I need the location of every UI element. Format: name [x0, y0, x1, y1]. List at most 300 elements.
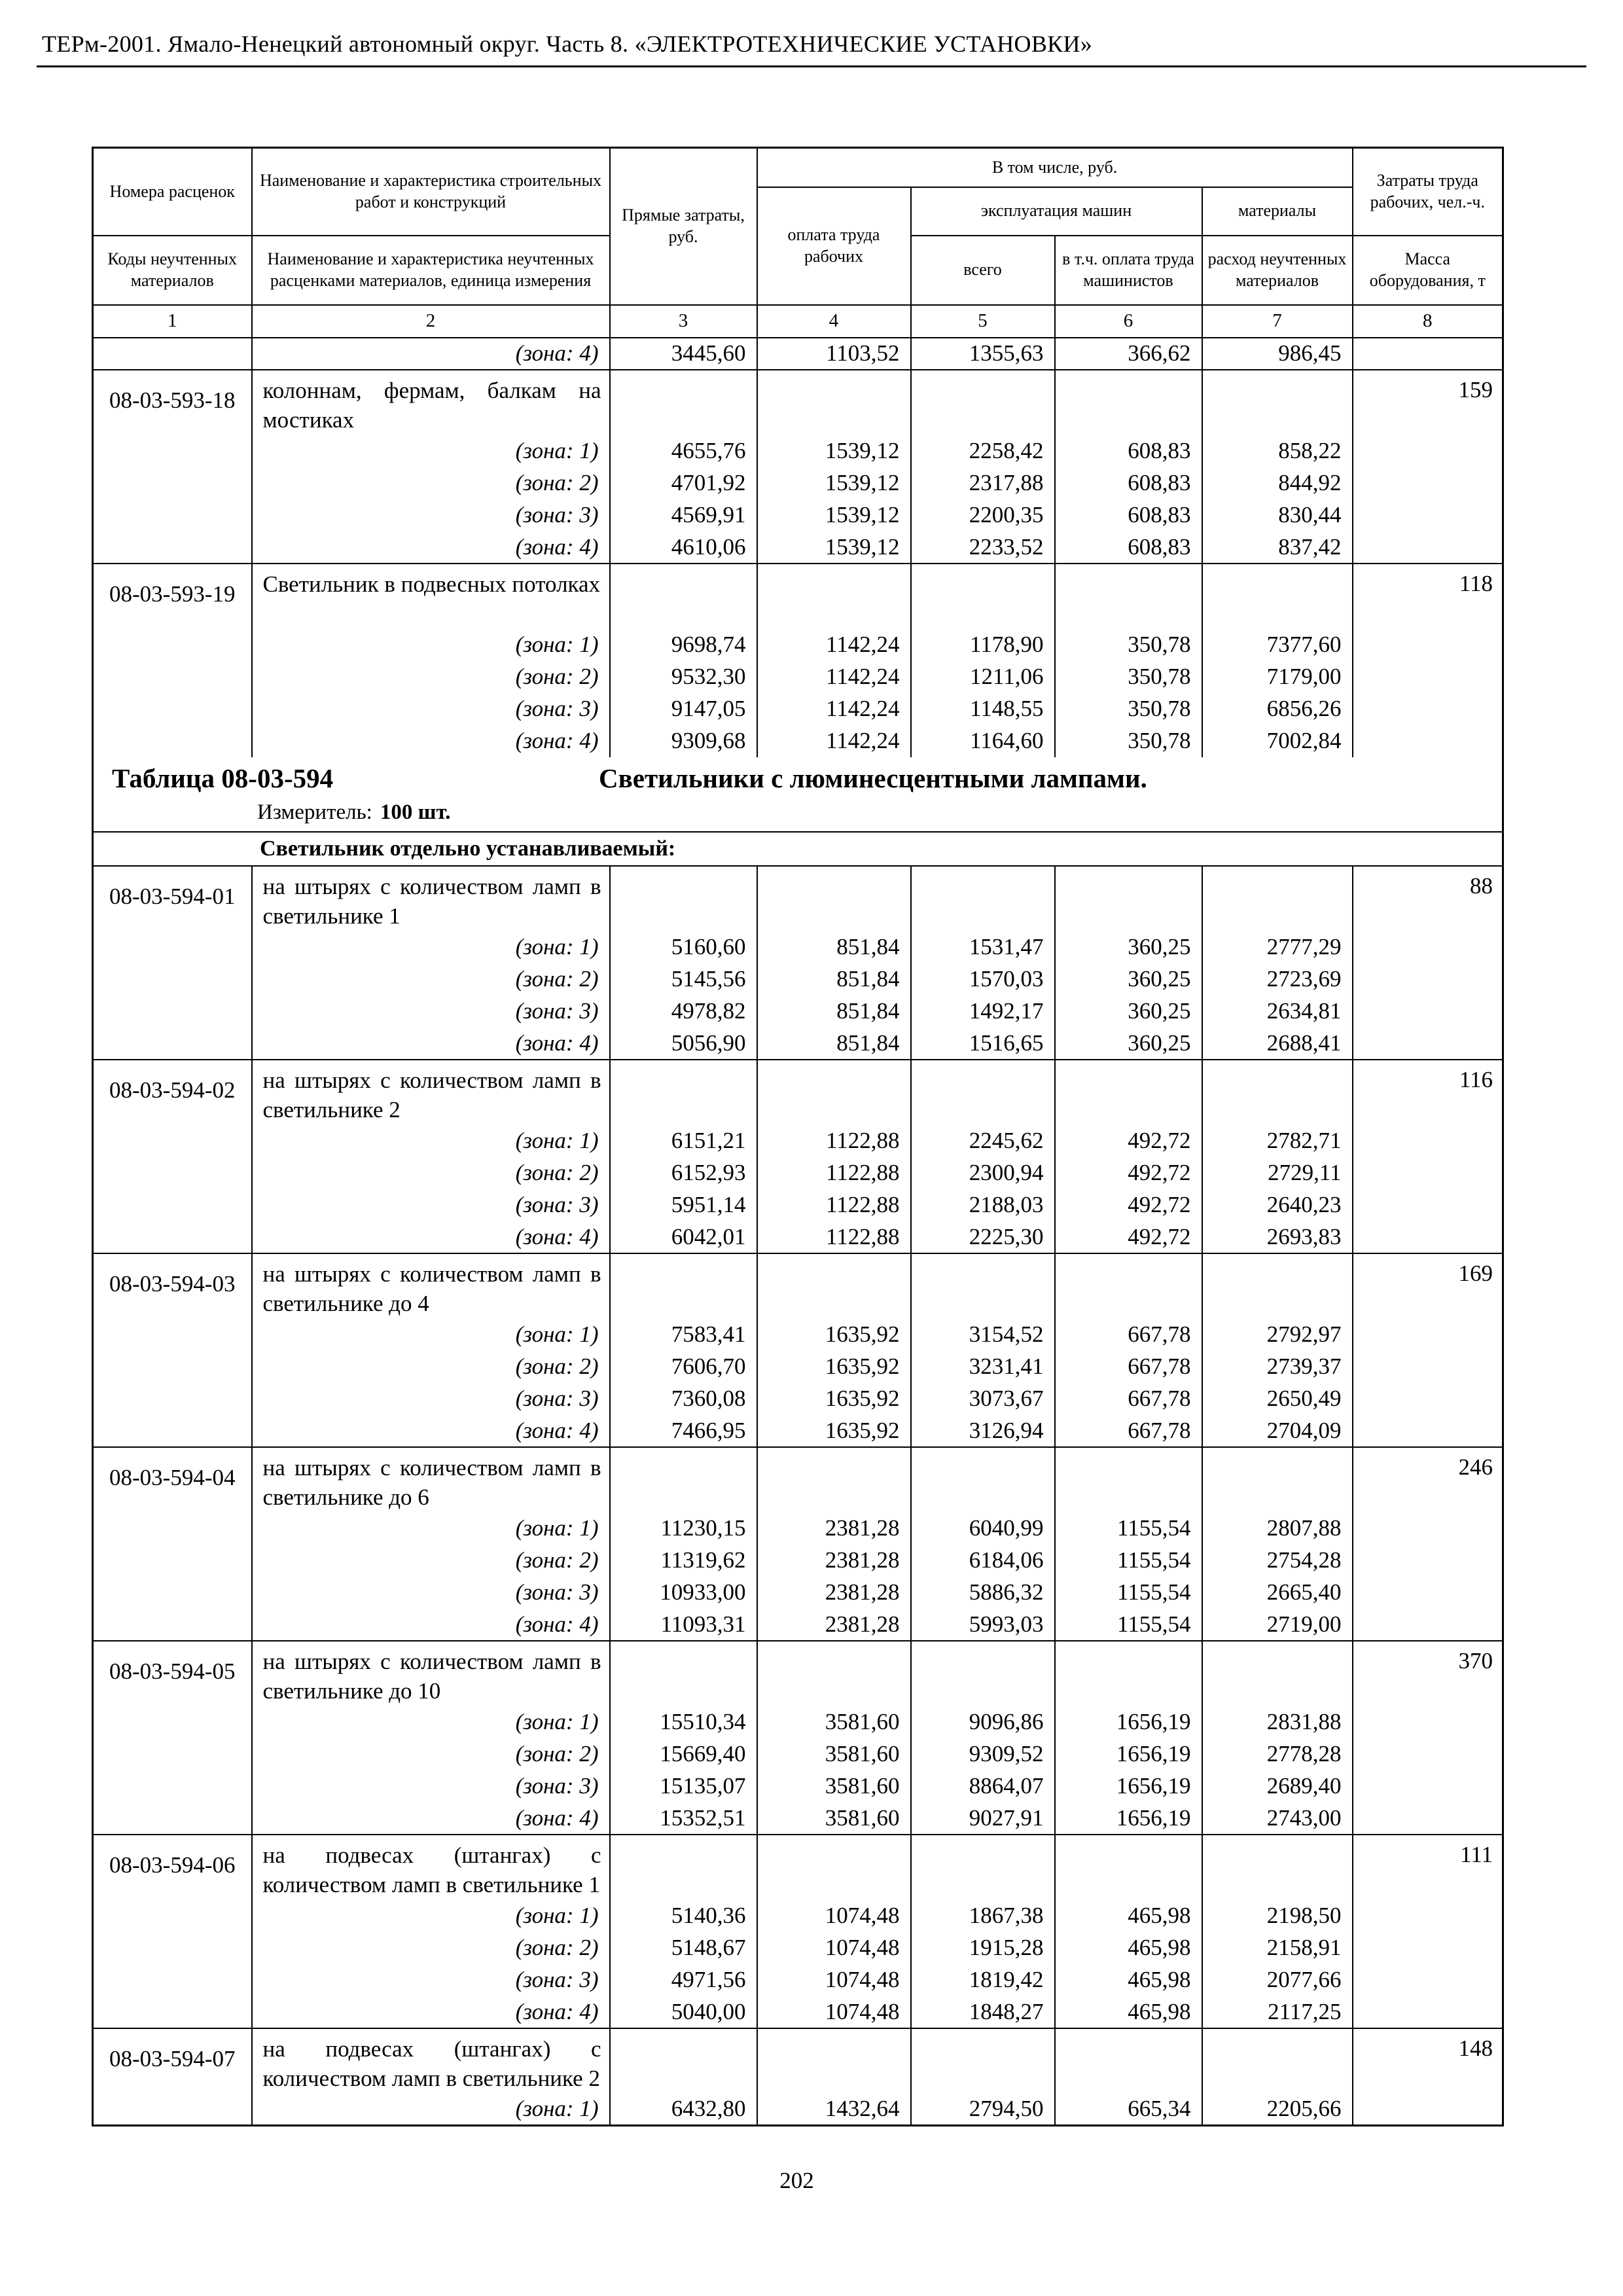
zone-label: (зона: 1) [252, 931, 610, 963]
value-cell: 1103,52 [757, 338, 911, 370]
value-cell: 2688,41 [1202, 1028, 1353, 1060]
header-divider [37, 65, 1586, 67]
value-cell: 2743,00 [1202, 1803, 1353, 1835]
header-materials-consumption: расход неучтенных материалов [1202, 236, 1353, 305]
value-cell: 3154,52 [911, 1319, 1055, 1351]
empty-value-cell [911, 1447, 1055, 1513]
empty-value-cell [610, 564, 757, 629]
measure-row [93, 800, 1503, 832]
empty-code-cell [93, 1415, 252, 1447]
empty-labor-cell [1353, 435, 1503, 467]
value-cell: 5951,14 [610, 1189, 757, 1221]
zone-row [93, 1383, 1503, 1415]
empty-labor-cell [1353, 1125, 1503, 1157]
empty-labor-cell [1353, 1609, 1503, 1641]
empty-code-cell [93, 1706, 252, 1738]
empty-labor-cell [1353, 629, 1503, 661]
zone-label: (зона: 4) [252, 1996, 610, 2028]
empty-value-cell [1055, 370, 1202, 435]
value-cell: 1848,27 [911, 1996, 1055, 2028]
empty-code-cell [93, 1028, 252, 1060]
value-cell: 9096,86 [911, 1706, 1055, 1738]
zone-label: (зона: 4) [252, 1609, 610, 1641]
empty-value-cell [610, 1835, 757, 1900]
empty-value-cell [1055, 866, 1202, 931]
value-cell: 851,84 [757, 931, 911, 963]
empty-value-cell [911, 866, 1055, 931]
value-cell: 608,83 [1055, 435, 1202, 467]
value-cell: 608,83 [1055, 531, 1202, 564]
value-cell: 1155,54 [1055, 1545, 1202, 1577]
value-cell: 1155,54 [1055, 1513, 1202, 1545]
zone-label: (зона: 2) [252, 1738, 610, 1770]
value-cell: 830,44 [1202, 499, 1353, 531]
zone-row [93, 996, 1503, 1028]
empty-value-cell [911, 370, 1055, 435]
value-cell: 465,98 [1055, 1932, 1202, 1964]
measure-value: 100 шт. [380, 800, 451, 824]
value-cell: 3581,60 [757, 1803, 911, 1835]
value-cell: 9147,05 [610, 693, 757, 725]
empty-labor-cell [1353, 2094, 1503, 2126]
empty-code-cell [93, 1996, 252, 2028]
value-cell: 5886,32 [911, 1577, 1055, 1609]
value-cell: 9027,91 [911, 1803, 1055, 1835]
empty-labor-cell [1353, 1383, 1503, 1415]
empty-labor-cell [1353, 1028, 1503, 1060]
labor-value: 246 [1353, 1447, 1503, 1513]
item-row [93, 564, 1503, 629]
empty-code-cell [93, 1513, 252, 1545]
zone-row [93, 1738, 1503, 1770]
value-cell: 1155,54 [1055, 1609, 1202, 1641]
zone-label: (зона: 4) [252, 1221, 610, 1253]
empty-labor-cell [1353, 1738, 1503, 1770]
value-cell: 2782,71 [1202, 1125, 1353, 1157]
empty-labor-cell [1353, 693, 1503, 725]
header-direct-costs: Прямые затраты, руб. [610, 148, 757, 305]
zone-row [93, 1319, 1503, 1351]
value-cell: 15669,40 [610, 1738, 757, 1770]
value-cell: 1915,28 [911, 1932, 1055, 1964]
empty-value-cell [911, 564, 1055, 629]
header-machines-group: эксплуатация машин [911, 187, 1202, 236]
value-cell: 3581,60 [757, 1770, 911, 1803]
zone-label: (зона: 2) [252, 1157, 610, 1189]
value-cell: 667,78 [1055, 1319, 1202, 1351]
empty-labor-cell [1353, 931, 1503, 963]
zone-label: (зона: 2) [252, 1545, 610, 1577]
zone-label: (зона: 1) [252, 435, 610, 467]
page-number: 202 [779, 2168, 814, 2193]
column-number: 5 [911, 305, 1055, 338]
value-cell: 8864,07 [911, 1770, 1055, 1803]
zone-label: (зона: 3) [252, 693, 610, 725]
item-row [93, 370, 1503, 435]
value-cell: 2245,62 [911, 1125, 1055, 1157]
empty-labor-cell [1353, 1415, 1503, 1447]
value-cell: 2317,88 [911, 467, 1055, 499]
column-numbers-row [93, 305, 1503, 338]
value-cell: 2729,11 [1202, 1157, 1353, 1189]
empty-code-cell [93, 1189, 252, 1221]
header-materials: материалы [1202, 187, 1353, 236]
value-cell: 350,78 [1055, 629, 1202, 661]
empty-value-cell [1202, 370, 1353, 435]
empty-value-cell [1055, 1641, 1202, 1706]
empty-labor-cell [1353, 467, 1503, 499]
empty-labor-cell [1353, 1964, 1503, 1996]
value-cell: 15352,51 [610, 1803, 757, 1835]
empty-code-cell [93, 1577, 252, 1609]
rate-name: на штырях с количеством ламп в светильнике до 10 [252, 1641, 610, 1706]
value-cell: 667,78 [1055, 1415, 1202, 1447]
value-cell: 2117,25 [1202, 1996, 1353, 2028]
zone-row [93, 1706, 1503, 1738]
empty-value-cell [610, 1060, 757, 1125]
value-cell: 7179,00 [1202, 661, 1353, 693]
empty-code-cell [93, 963, 252, 996]
value-cell: 366,62 [1055, 338, 1202, 370]
value-cell: 1656,19 [1055, 1706, 1202, 1738]
value-cell: 9309,52 [911, 1738, 1055, 1770]
value-cell: 4978,82 [610, 996, 757, 1028]
zone-row [93, 499, 1503, 531]
value-cell: 2381,28 [757, 1545, 911, 1577]
value-cell: 465,98 [1055, 1996, 1202, 2028]
zone-label: (зона: 1) [252, 1706, 610, 1738]
value-cell: 1178,90 [911, 629, 1055, 661]
empty-code-cell [93, 499, 252, 531]
zone-label: (зона: 1) [252, 2094, 610, 2126]
value-cell: 492,72 [1055, 1189, 1202, 1221]
empty-value-cell [1202, 1641, 1353, 1706]
zone-label: (зона: 3) [252, 1383, 610, 1415]
value-cell: 2300,94 [911, 1157, 1055, 1189]
value-cell: 1122,88 [757, 1125, 911, 1157]
value-cell: 360,25 [1055, 963, 1202, 996]
rate-code: 08-03-594-03 [93, 1253, 252, 1319]
value-cell: 10933,00 [610, 1577, 757, 1609]
labor-value: 169 [1353, 1253, 1503, 1319]
value-cell: 6432,80 [610, 2094, 757, 2126]
empty-code-cell [93, 467, 252, 499]
value-cell: 851,84 [757, 963, 911, 996]
value-cell: 1122,88 [757, 1221, 911, 1253]
value-cell: 350,78 [1055, 661, 1202, 693]
value-cell: 15135,07 [610, 1770, 757, 1803]
empty-labor-cell [1353, 1770, 1503, 1803]
value-cell: 2794,50 [911, 2094, 1055, 2126]
value-cell: 465,98 [1055, 1900, 1202, 1932]
zone-label: (зона: 1) [252, 1513, 610, 1545]
rate-name: на подвесах (штангах) с количеством ламп в светильнике 2 [252, 2028, 610, 2094]
value-cell: 2719,00 [1202, 1609, 1353, 1641]
zone-row [93, 1189, 1503, 1221]
rate-table-body [93, 338, 1503, 2126]
header-labor-costs: Затраты труда рабочих, чел.-ч. [1353, 148, 1503, 236]
value-cell: 1142,24 [757, 693, 911, 725]
empty-labor-cell [1353, 1545, 1503, 1577]
value-cell: 492,72 [1055, 1157, 1202, 1189]
zone-row [93, 1964, 1503, 1996]
empty-value-cell [757, 370, 911, 435]
zone-row [93, 1221, 1503, 1253]
zone-label: (зона: 3) [252, 1964, 610, 1996]
value-cell: 2158,91 [1202, 1932, 1353, 1964]
empty-value-cell [610, 1447, 757, 1513]
value-cell: 2778,28 [1202, 1738, 1353, 1770]
empty-code-cell [93, 661, 252, 693]
zone-label: (зона: 2) [252, 1932, 610, 1964]
zone-label: (зона: 3) [252, 1189, 610, 1221]
empty-value-cell [1202, 564, 1353, 629]
empty-code-cell [93, 1964, 252, 1996]
header-operators-pay: в т.ч. оплата труда машинистов [1055, 236, 1202, 305]
value-cell: 1570,03 [911, 963, 1055, 996]
value-cell: 4701,92 [610, 467, 757, 499]
header-workers-pay: оплата труда рабочих [757, 187, 911, 305]
empty-labor-cell [1353, 661, 1503, 693]
value-cell: 1635,92 [757, 1351, 911, 1383]
rate-table [92, 147, 1504, 2126]
header-machines-total: всего [911, 236, 1055, 305]
value-cell: 1656,19 [1055, 1803, 1202, 1835]
value-cell: 844,92 [1202, 467, 1353, 499]
value-cell: 1148,55 [911, 693, 1055, 725]
value-cell: 6856,26 [1202, 693, 1353, 725]
rate-name: Светильник в подвесных потолках [252, 564, 610, 629]
value-cell: 2693,83 [1202, 1221, 1353, 1253]
value-cell: 2831,88 [1202, 1706, 1353, 1738]
value-cell: 2200,35 [911, 499, 1055, 531]
value-cell: 3073,67 [911, 1383, 1055, 1415]
value-cell: 1211,06 [911, 661, 1055, 693]
empty-code-cell [93, 725, 252, 757]
value-cell: 1635,92 [757, 1415, 911, 1447]
zone-row [93, 629, 1503, 661]
value-cell: 6151,21 [610, 1125, 757, 1157]
measure-label: Измеритель: [257, 800, 372, 824]
rate-code: 08-03-594-01 [93, 866, 252, 931]
table-heading-row [93, 757, 1503, 800]
empty-code-cell [93, 629, 252, 661]
value-cell: 1155,54 [1055, 1577, 1202, 1609]
value-cell: 350,78 [1055, 725, 1202, 757]
value-cell: 3445,60 [610, 338, 757, 370]
table-number: Таблица 08-03-594 [112, 762, 334, 793]
value-cell: 492,72 [1055, 1125, 1202, 1157]
zone-row [93, 435, 1503, 467]
header-work-description: Наименование и характеристика строительных работ и конструкций [252, 148, 610, 236]
empty-code-cell [93, 1545, 252, 1577]
labor-value: 88 [1353, 866, 1503, 931]
value-cell: 1656,19 [1055, 1770, 1202, 1803]
empty-value-cell [757, 1447, 911, 1513]
labor-value: 118 [1353, 564, 1503, 629]
empty-code-cell [93, 931, 252, 963]
item-row [93, 1253, 1503, 1319]
empty-labor-cell [1353, 1706, 1503, 1738]
value-cell: 2723,69 [1202, 963, 1353, 996]
value-cell: 2689,40 [1202, 1770, 1353, 1803]
empty-value-cell [757, 1835, 911, 1900]
zone-row [93, 338, 1503, 370]
empty-code-cell [93, 338, 252, 370]
value-cell: 2198,50 [1202, 1900, 1353, 1932]
value-cell: 1074,48 [757, 1932, 911, 1964]
empty-value-cell [1055, 1835, 1202, 1900]
measure-cell [93, 800, 1503, 832]
value-cell: 11093,31 [610, 1609, 757, 1641]
value-cell: 6042,01 [610, 1221, 757, 1253]
rate-name: на штырях с количеством ламп в светильнике 2 [252, 1060, 610, 1125]
column-number: 3 [610, 305, 757, 338]
zone-row [93, 1545, 1503, 1577]
item-row [93, 1060, 1503, 1125]
zone-row [93, 1028, 1503, 1060]
value-cell: 492,72 [1055, 1221, 1202, 1253]
value-cell: 2792,97 [1202, 1319, 1353, 1351]
empty-labor-cell [1353, 1900, 1503, 1932]
labor-value: 148 [1353, 2028, 1503, 2094]
zone-label: (зона: 1) [252, 1319, 610, 1351]
value-cell: 7583,41 [610, 1319, 757, 1351]
zone-row [93, 931, 1503, 963]
empty-value-cell [757, 2028, 911, 2094]
zone-row [93, 1125, 1503, 1157]
empty-code-cell [93, 1770, 252, 1803]
value-cell: 5140,36 [610, 1900, 757, 1932]
value-cell: 1432,64 [757, 2094, 911, 2126]
value-cell: 7466,95 [610, 1415, 757, 1447]
value-cell: 350,78 [1055, 693, 1202, 725]
group-subheading: Светильник отдельно устанавливаемый: [93, 832, 1503, 866]
value-cell: 2634,81 [1202, 996, 1353, 1028]
zone-label: (зона: 3) [252, 499, 610, 531]
empty-value-cell [610, 370, 757, 435]
value-cell: 465,98 [1055, 1964, 1202, 1996]
zone-label: (зона: 4) [252, 531, 610, 564]
column-number: 7 [1202, 305, 1353, 338]
value-cell: 4971,56 [610, 1964, 757, 1996]
empty-value-cell [911, 1060, 1055, 1125]
item-row [93, 1447, 1503, 1513]
empty-value-cell [1202, 1253, 1353, 1319]
value-cell: 360,25 [1055, 931, 1202, 963]
value-cell: 608,83 [1055, 499, 1202, 531]
value-cell: 2381,28 [757, 1609, 911, 1641]
value-cell: 2225,30 [911, 1221, 1055, 1253]
zone-row [93, 467, 1503, 499]
value-cell: 4569,91 [610, 499, 757, 531]
empty-value-cell [1202, 1060, 1353, 1125]
value-cell: 3581,60 [757, 1738, 911, 1770]
header-including-group: В том числе, руб. [757, 148, 1353, 187]
empty-code-cell [93, 693, 252, 725]
item-row [93, 1835, 1503, 1900]
value-cell: 9309,68 [610, 725, 757, 757]
value-cell: 1867,38 [911, 1900, 1055, 1932]
value-cell: 1142,24 [757, 725, 911, 757]
labor-value: 116 [1353, 1060, 1503, 1125]
rate-code: 08-03-594-04 [93, 1447, 252, 1513]
empty-value-cell [1202, 1835, 1353, 1900]
empty-code-cell [93, 2094, 252, 2126]
zone-row [93, 1157, 1503, 1189]
empty-code-cell [93, 1738, 252, 1770]
value-cell: 11230,15 [610, 1513, 757, 1545]
zone-label: (зона: 4) [252, 1803, 610, 1835]
value-cell: 2188,03 [911, 1189, 1055, 1221]
zone-label: (зона: 1) [252, 1900, 610, 1932]
value-cell: 5056,90 [610, 1028, 757, 1060]
empty-value-cell [1202, 2028, 1353, 2094]
rate-code: 08-03-593-18 [93, 370, 252, 435]
empty-labor-cell [1353, 963, 1503, 996]
value-cell: 3126,94 [911, 1415, 1055, 1447]
zone-row [93, 1351, 1503, 1383]
empty-code-cell [93, 1157, 252, 1189]
column-number: 4 [757, 305, 911, 338]
empty-value-cell [911, 1641, 1055, 1706]
value-cell: 2704,09 [1202, 1415, 1353, 1447]
rate-code: 08-03-594-06 [93, 1835, 252, 1900]
empty-labor-cell [1353, 1351, 1503, 1383]
zone-label: (зона: 2) [252, 661, 610, 693]
rate-code: 08-03-593-19 [93, 564, 252, 629]
empty-code-cell [93, 1803, 252, 1835]
value-cell: 851,84 [757, 996, 911, 1028]
empty-value-cell [1055, 564, 1202, 629]
zone-label: (зона: 4) [252, 338, 610, 370]
value-cell: 7606,70 [610, 1351, 757, 1383]
empty-code-cell [93, 531, 252, 564]
value-cell: 2233,52 [911, 531, 1055, 564]
empty-code-cell [93, 1900, 252, 1932]
empty-labor-cell [1353, 1319, 1503, 1351]
value-cell: 1164,60 [911, 725, 1055, 757]
value-cell: 7377,60 [1202, 629, 1353, 661]
item-row [93, 866, 1503, 931]
value-cell: 5145,56 [610, 963, 757, 996]
labor-value: 370 [1353, 1641, 1503, 1706]
value-cell: 1531,47 [911, 931, 1055, 963]
empty-labor-cell [1353, 1221, 1503, 1253]
value-cell: 1492,17 [911, 996, 1055, 1028]
zone-label: (зона: 4) [252, 1415, 610, 1447]
value-cell: 1074,48 [757, 1964, 911, 1996]
empty-code-cell [93, 996, 252, 1028]
value-cell: 2665,40 [1202, 1577, 1353, 1609]
table-title: Светильники с люминесцентными лампами. [599, 762, 1147, 793]
empty-value-cell [757, 1253, 911, 1319]
value-cell: 7360,08 [610, 1383, 757, 1415]
value-cell: 5040,00 [610, 1996, 757, 2028]
rate-code: 08-03-594-02 [93, 1060, 252, 1125]
zone-row [93, 1770, 1503, 1803]
zone-row [93, 693, 1503, 725]
empty-value-cell [610, 866, 757, 931]
empty-code-cell [93, 1383, 252, 1415]
value-cell: 1539,12 [757, 499, 911, 531]
empty-labor-cell [1353, 725, 1503, 757]
rate-name: на штырях с количеством ламп в светильнике 1 [252, 866, 610, 931]
rate-code: 08-03-594-07 [93, 2028, 252, 2094]
zone-row [93, 725, 1503, 757]
value-cell: 1074,48 [757, 1996, 911, 2028]
empty-code-cell [93, 1319, 252, 1351]
